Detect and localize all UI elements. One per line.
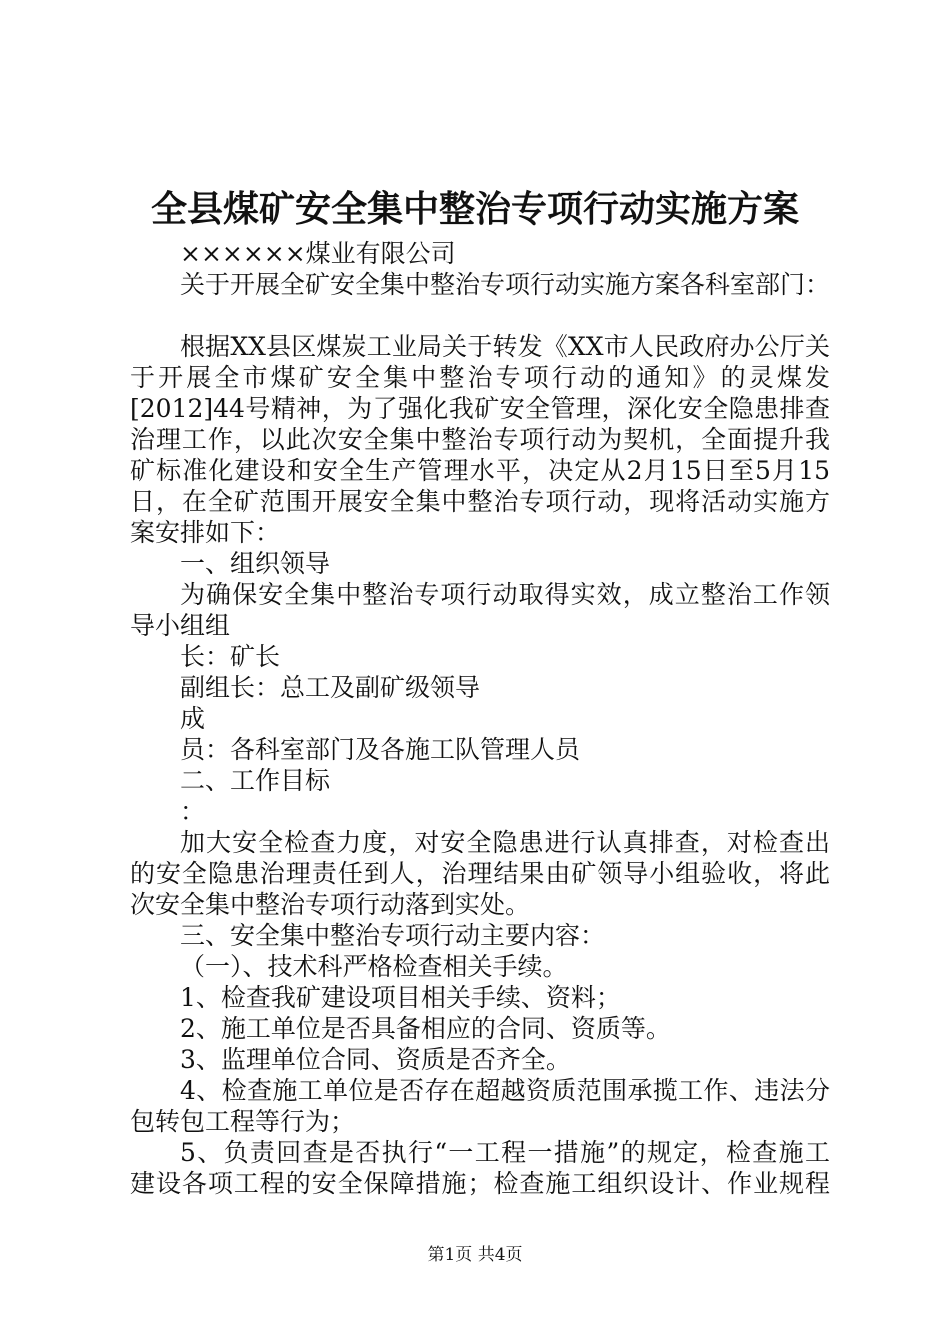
paragraph-line: 加大安全检查力度，对安全隐患进行认真排查，对检查出: [180, 828, 830, 857]
paragraph-line: ：: [180, 797, 206, 826]
paragraph-line: 4、检查施工单位是否存在超越资质范围承揽工作、违法分: [180, 1076, 830, 1105]
document-body: [130, 238, 830, 1199]
paragraph-line: 治理工作，以此次安全集中整治专项行动为契机，全面提升我: [130, 425, 830, 454]
paragraph-line: 2、施工单位是否具备相应的合同、资质等。: [180, 1014, 671, 1043]
paragraph-line: 成: [180, 704, 206, 733]
paragraph-line: 于开展全市煤矿安全集中整治专项行动的通知》的灵煤发: [130, 363, 830, 392]
paragraph-line: 关于开展全矿安全集中整治专项行动实施方案各科室部门：: [180, 270, 830, 299]
paragraph-line: 为确保安全集中整治专项行动取得实效，成立整治工作领: [180, 580, 830, 609]
paragraph-line: 矿标准化建设和安全生产管理水平，决定从2月15日至5月15: [130, 456, 830, 485]
paragraph-line: ××××××煤业有限公司: [180, 239, 456, 268]
paragraph-line: [2012]44号精神，为了强化我矿安全管理，深化安全隐患排查: [130, 394, 830, 423]
paragraph-line: 案安排如下：: [130, 518, 281, 547]
paragraph-line: 导小组组: [130, 611, 231, 640]
paragraph-line: 包转包工程等行为；: [130, 1107, 356, 1136]
paragraph-line: 次安全集中整治专项行动落到实处。: [130, 890, 531, 919]
paragraph-line: 日，在全矿范围开展安全集中整治专项行动，现将活动实施方: [130, 487, 830, 516]
paragraph-line: （一）、技术科严格检查相关手续。: [180, 952, 568, 981]
paragraph-line: 根据XX县区煤炭工业局关于转发《XX市人民政府办公厅关: [180, 332, 830, 361]
paragraph-line: 员：各科室部门及各施工队管理人员: [180, 735, 581, 764]
paragraph-line: 长：矿长: [180, 642, 281, 671]
blank-line: [130, 300, 830, 331]
paragraph-line: 一、组织领导: [180, 549, 331, 578]
document-title: 全县煤矿安全集中整治专项行动实施方案: [150, 188, 799, 230]
paragraph-line: 3、监理单位合同、资质是否齐全。: [180, 1045, 571, 1074]
paragraph-line: 三、安全集中整治专项行动主要内容：: [180, 921, 606, 950]
paragraph-line: 1、检查我矿建设项目相关手续、资料；: [180, 983, 621, 1012]
paragraph-line: 的安全隐患治理责任到人，治理结果由矿领导小组验收，将此: [130, 859, 830, 888]
paragraph-line: 建设各项工程的安全保障措施；检查施工组织设计、作业规程: [130, 1169, 830, 1198]
paragraph-line: 副组长：总工及副矿级领导: [180, 673, 481, 702]
paragraph-line: 二、工作目标: [180, 766, 331, 795]
paragraph-line: 5、负责回查是否执行“一工程一措施”的规定，检查施工: [180, 1138, 830, 1167]
page-footer: 第1页 共4页: [427, 1245, 523, 1265]
